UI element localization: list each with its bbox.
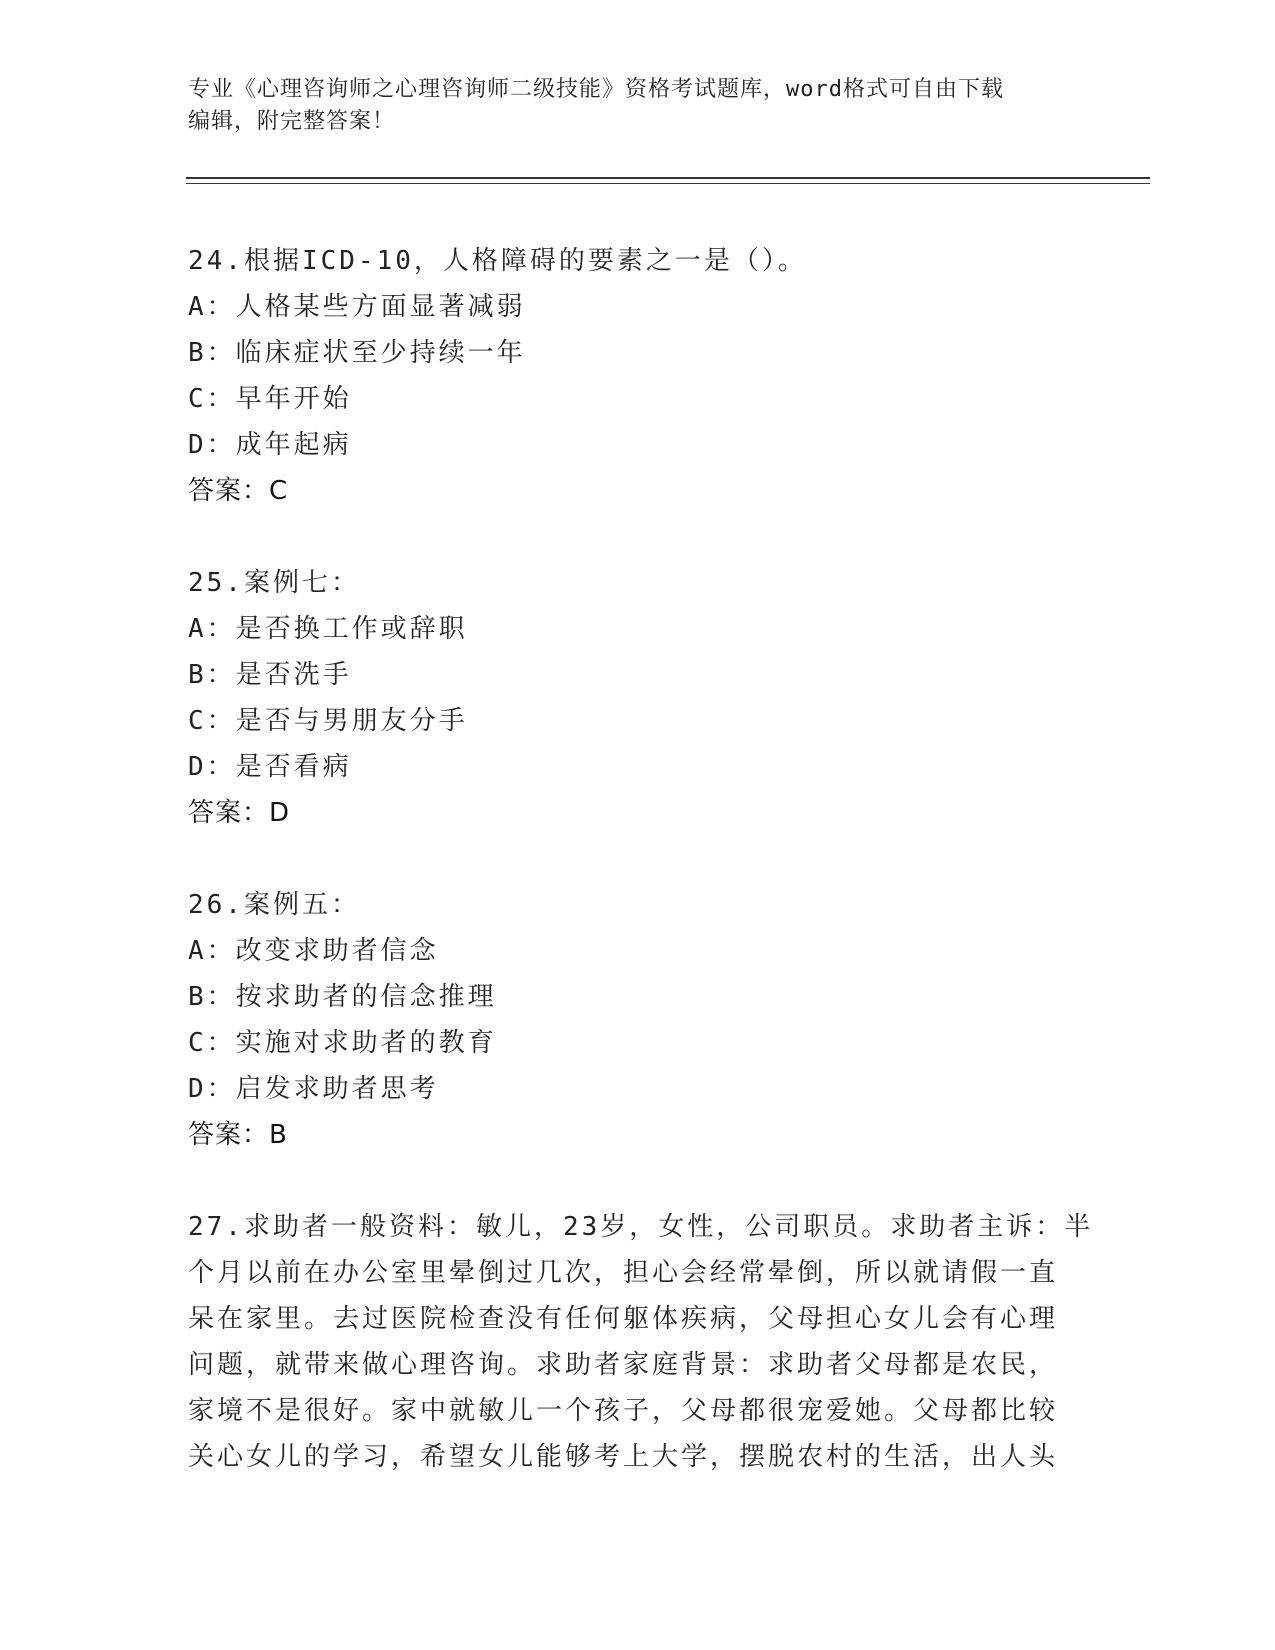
question-stem: 26.案例五： (188, 890, 360, 920)
paragraph-line: 问题，就带来做心理咨询。求助者家庭背景：求助者父母都是农民， (188, 1350, 1059, 1380)
option-c: C：早年开始 (188, 384, 352, 414)
option-a: A：是否换工作或辞职 (188, 614, 468, 644)
option-a: A：改变求助者信念 (188, 936, 439, 966)
option-b: B：按求助者的信念推理 (188, 982, 497, 1012)
header-divider-thin (186, 183, 1150, 184)
question-27 (188, 1204, 1094, 1480)
question-list (188, 238, 1094, 1526)
question-stem: 24.根据ICD-10，人格障碍的要素之一是（）。 (188, 246, 807, 276)
question-25 (188, 560, 1088, 836)
paragraph-line: 家境不是很好。家中就敏儿一个孩子，父母都很宠爱她。父母都比较 (188, 1396, 1059, 1426)
question-26 (188, 882, 1088, 1158)
option-b: B：临床症状至少持续一年 (188, 338, 526, 368)
option-a: A：人格某些方面显著减弱 (188, 292, 526, 322)
paragraph-line: 个月以前在办公室里晕倒过几次，担心会经常晕倒，所以就请假一直 (188, 1258, 1059, 1288)
option-b: B：是否洗手 (188, 660, 352, 690)
document-header (188, 74, 1088, 138)
option-c: C：实施对求助者的教育 (188, 1028, 497, 1058)
question-stem: 25.案例七： (188, 568, 360, 598)
option-d: D：是否看病 (188, 752, 352, 782)
option-d: D：成年起病 (188, 430, 352, 460)
answer-text: 答案：C (188, 476, 289, 506)
option-c: C：是否与男朋友分手 (188, 706, 468, 736)
question-24 (188, 238, 1088, 514)
paragraph-line: 关心女儿的学习，希望女儿能够考上大学，摆脱农村的生活，出人头 (188, 1442, 1059, 1472)
option-d: D：启发求助者思考 (188, 1074, 439, 1104)
header-divider-thick (186, 177, 1150, 179)
answer-text: 答案：D (188, 798, 291, 828)
answer-text: 答案：B (188, 1120, 288, 1150)
header-line-1: 专业《心理咨询师之心理咨询师二级技能》资格考试题库，word格式可自由下载 (188, 77, 1004, 102)
header-line-2: 编辑，附完整答案！ (188, 109, 396, 134)
paragraph-line: 呆在家里。去过医院检查没有任何躯体疾病，父母担心女儿会有心理 (188, 1304, 1059, 1334)
paragraph-line: 27.求助者一般资料：敏儿，23岁，女性，公司职员。求助者主诉：半 (188, 1212, 1094, 1242)
